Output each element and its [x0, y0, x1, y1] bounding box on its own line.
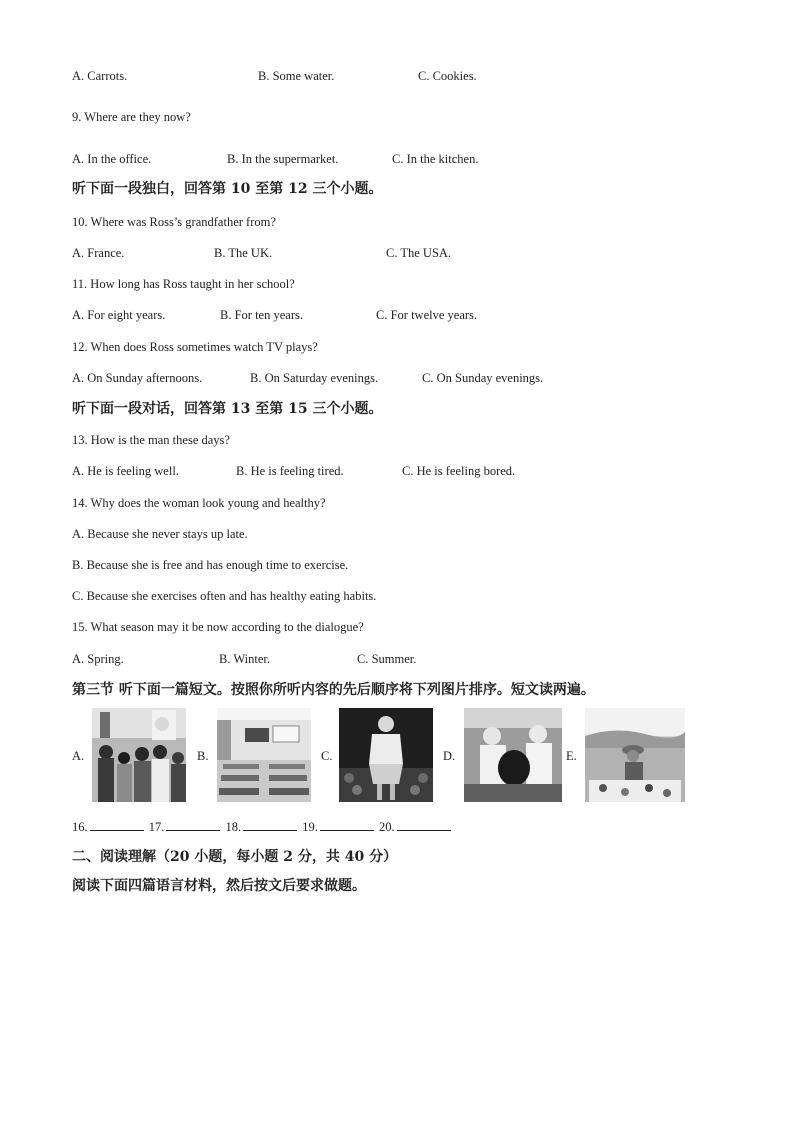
q15-option-c: C. Summer. [357, 652, 417, 666]
picture-label-b: B. [197, 749, 209, 763]
q12-question: 12. When does Ross sometimes watch TV plays? [72, 340, 318, 354]
section-monologue-heading: 听下面一段独白，回答第 10 至第 12 三个小题。 [72, 181, 383, 197]
picture-a-students-crowd [92, 708, 186, 802]
q11-option-c: C. For twelve years. [376, 308, 478, 322]
q11-option-b: B. For ten years. [220, 308, 303, 322]
part-two-instruction: 阅读下面四篇语言材料，然后按文后要求做题。 [72, 878, 366, 894]
q15-question: 15. What season may it be now according to the dialogue? [72, 620, 364, 634]
answer-label-16: 16. [72, 820, 88, 834]
part-two-title: 二、阅读理解（20 小题，每小题 2 分，共 40 分） [72, 849, 398, 865]
picture-c-fashion-model [339, 708, 433, 802]
q14-question: 14. Why does the woman look young and healthy? [72, 496, 326, 510]
picture-d-cooking [464, 708, 562, 802]
q12-option-a: A. On Sunday afternoons. [72, 371, 203, 385]
picture-label-c: C. [321, 749, 333, 763]
q10-option-a: A. France. [72, 246, 125, 260]
answer-blank-19[interactable] [320, 818, 374, 831]
answer-blank-20[interactable] [397, 818, 451, 831]
q8-option-a: A. Carrots. [72, 69, 128, 83]
answer-blank-18[interactable] [243, 818, 297, 831]
picture-e-picnic [585, 708, 685, 802]
q11-question: 11. How long has Ross taught in her school? [72, 277, 295, 291]
answer-label-18: 18. [225, 820, 242, 834]
q10-option-c: C. The USA. [386, 246, 452, 260]
picture-b-classroom [217, 708, 311, 802]
q14-option-b: B. Because she is free and has enough time to exercise. [72, 558, 349, 572]
q12-option-c: C. On Sunday evenings. [422, 371, 544, 385]
q14-option-a: A. Because she never stays up late. [72, 527, 248, 541]
q8-option-c: C. Cookies. [418, 69, 477, 83]
picture-label-e: E. [566, 749, 577, 763]
section-three-heading: 第三节 听下面一篇短文。按照你所听内容的先后顺序将下列图片排序。短文读两遍。 [72, 682, 595, 698]
q9-question: 9. Where are they now? [72, 110, 191, 124]
q10-question: 10. Where was Ross’s grandfather from? [72, 215, 276, 229]
q15-option-a: A. Spring. [72, 652, 124, 666]
answer-blanks-row [72, 818, 453, 835]
q9-option-a: A. In the office. [72, 152, 152, 166]
picture-row [72, 708, 692, 808]
q8-option-b: B. Some water. [258, 69, 335, 83]
answer-label-19: 19. [302, 820, 318, 834]
answer-blank-17[interactable] [166, 818, 220, 831]
answer-label-20: 20. [379, 820, 395, 834]
answer-label-17: 17. [148, 820, 165, 834]
q13-option-b: B. He is feeling tired. [236, 464, 344, 478]
answer-blank-16[interactable] [90, 818, 144, 831]
picture-label-d: D. [443, 749, 456, 763]
q13-question: 13. How is the man these days? [72, 433, 230, 447]
q12-option-b: B. On Saturday evenings. [250, 371, 379, 385]
q10-option-b: B. The UK. [214, 246, 273, 260]
q9-option-b: B. In the supermarket. [227, 152, 339, 166]
q14-option-c: C. Because she exercises often and has healthy eating habits. [72, 589, 377, 603]
picture-label-a: A. [72, 749, 85, 763]
q13-option-a: A. He is feeling well. [72, 464, 179, 478]
q13-option-c: C. He is feeling bored. [402, 464, 516, 478]
section-dialogue-heading: 听下面一段对话，回答第 13 至第 15 三个小题。 [72, 401, 383, 417]
q15-option-b: B. Winter. [219, 652, 271, 666]
q11-option-a: A. For eight years. [72, 308, 166, 322]
q9-option-c: C. In the kitchen. [392, 152, 479, 166]
